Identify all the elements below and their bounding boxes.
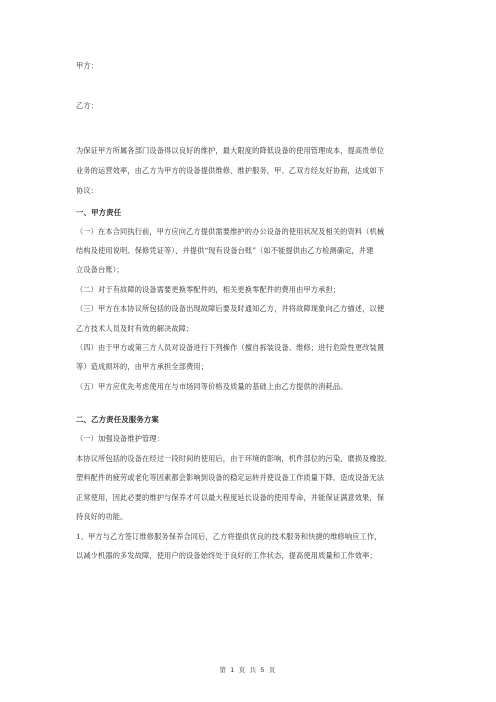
section-1-line: 乙方技术人员及时有效的解决故障； bbox=[76, 324, 194, 333]
party-b-label: 乙方： bbox=[76, 101, 99, 110]
section-1-line: （一）在本合同执行前，甲方应向乙方提供需要维护的办公设备的使用状况及相关的资料（机械 bbox=[76, 227, 385, 236]
section-2-line: 以减少机器的多发故障，使用户的设备始终处于良好的工作状态，提高使用质量和工作效率； bbox=[76, 551, 377, 560]
section-1-line: 结构及使用说明、保修凭证等），并提供“现有设备台账”（如不能提供由乙方检测确定，并建 bbox=[76, 246, 374, 255]
intro-line: 协议： bbox=[76, 186, 99, 195]
section-2-line: 1、甲方与乙方签订维修服务保养合同后，乙方将提供优良的技术服务和快捷的维修响应工作， bbox=[76, 532, 382, 541]
section-2-line: 持良好的功能。 bbox=[76, 512, 128, 521]
section-1-line: 等）造成损坏的，由甲方承担全部费用； bbox=[76, 362, 209, 371]
section-1-line: （五）甲方应优先考虑使用在与市场同等价格及质量的基础上由乙方提供的消耗品。 bbox=[76, 382, 348, 391]
party-a-label: 甲方： bbox=[76, 61, 99, 70]
section-1-line: 立设备台账）； bbox=[76, 265, 124, 274]
section-1-line: （四）由于甲方或第三方人员对设备进行下列操作（擅自拆装设备、维修；进行危险性更改装置 bbox=[76, 343, 385, 352]
section-1-line: （二）对于有故障的设备需要更换零配件的，相关更换零配件的费用由甲方承担； bbox=[76, 285, 341, 294]
section-2-heading: 二、乙方责任及服务方案 bbox=[76, 415, 159, 424]
intro-line: 为保证甲方所属各部门设备得以良好的维护，最大限度的降低设备的使用管理成本，提高贵单位 bbox=[76, 146, 385, 155]
section-2-line: 本协议所包括的设备在经过一段时间的使用后，由于环境的影响，机件部位的污染、磨损及橡胶、 bbox=[76, 454, 392, 463]
section-2-line: 正常使用，因此必要的维护与保养才可以最大程度延长设备的使用寿命，并能保证满意效果，保 bbox=[76, 493, 385, 502]
section-2-line: 塑料配件的疲劳或老化等因素都会影响到设备的稳定运转并使设备工作质量下降，造成设备无法 bbox=[76, 473, 385, 482]
section-2-line: （一）加强设备维护管理： bbox=[76, 434, 165, 443]
section-1-heading: 一、甲方责任 bbox=[76, 208, 122, 217]
section-1-line: （三）甲方在本协议所包括的设备出现故障后要及时通知乙方，并将故障现象向乙方描述，以便 bbox=[76, 304, 385, 313]
intro-line: 业务的运营效率，由乙方为甲方的设备提供维修、维护服务，甲、乙双方经友好协商，达成如下 bbox=[76, 166, 385, 175]
page-footer: 第 1 页 共 5 页 bbox=[219, 666, 277, 674]
